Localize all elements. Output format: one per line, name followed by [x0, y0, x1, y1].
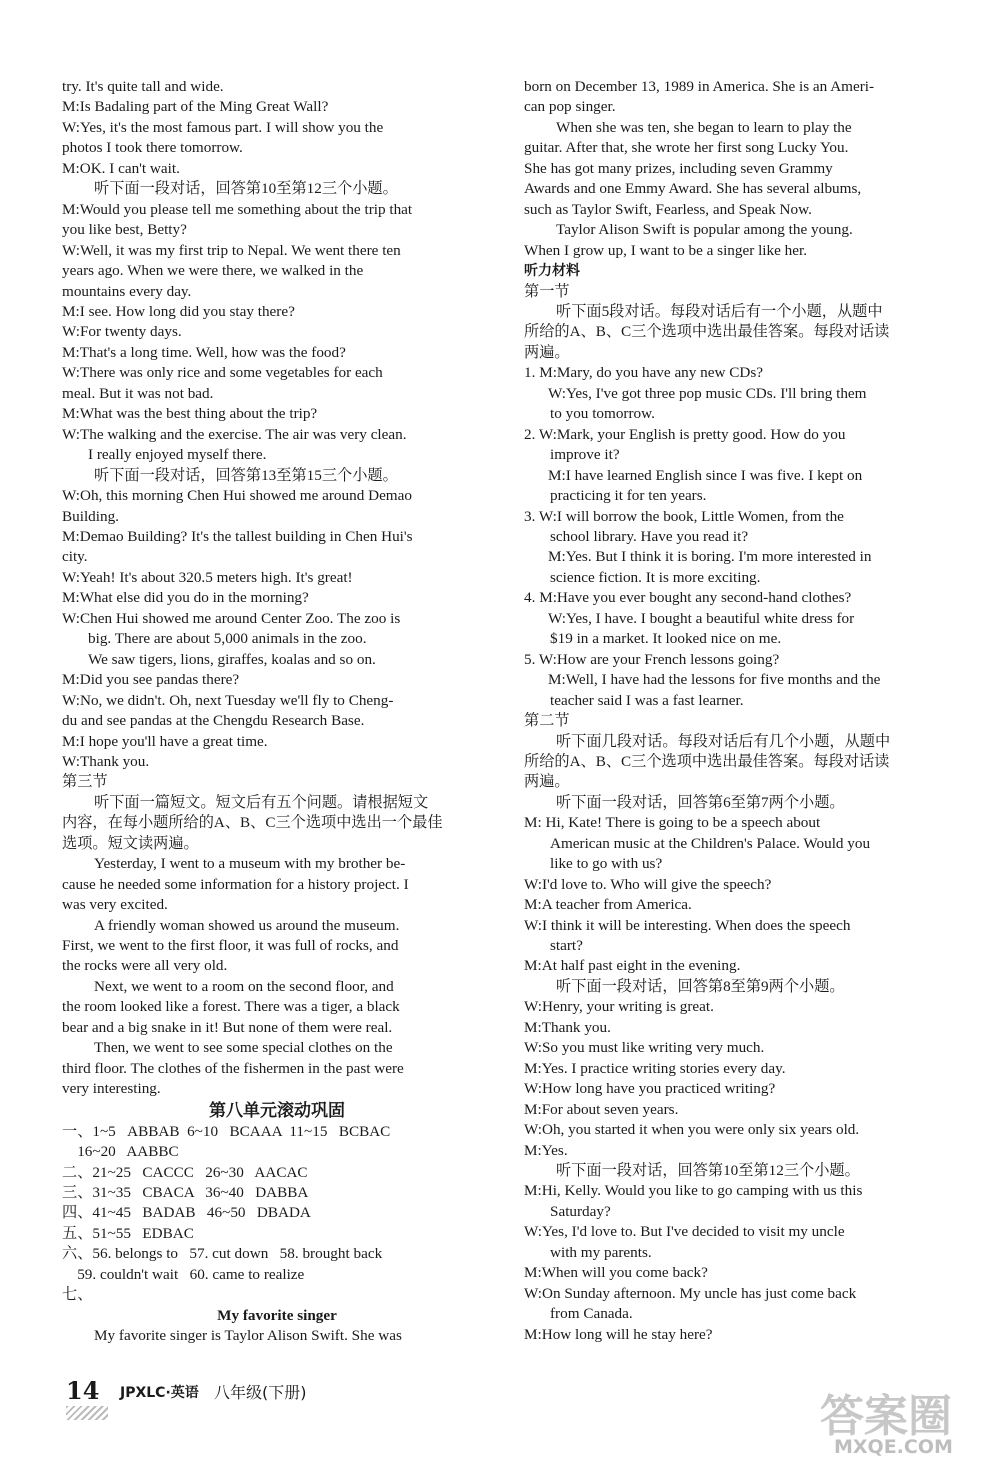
text-line: 听下面5段对话。每段对话后有一个小题，从题中 — [556, 302, 883, 320]
text-line: 听下面一篇短文。短文后有五个问题。请根据短文 — [94, 793, 429, 811]
text-line: city. — [62, 548, 88, 566]
text-line: M:Is Badaling part of the Ming Great Wall? — [62, 98, 329, 116]
text-line: 五、51~55 EDBAC — [62, 1224, 194, 1242]
text-line: I really enjoyed myself there. — [88, 446, 267, 464]
text-line: W:So you must like writing very much. — [524, 1039, 765, 1057]
text-line: you like best, Betty? — [62, 221, 187, 239]
text-line: W:Yes, I've got three pop music CDs. I'll bring them — [548, 384, 867, 402]
text-line: M:When will you come back? — [524, 1264, 708, 1282]
essay-first-line: My favorite singer is Taylor Alison Swift. She was — [94, 1327, 402, 1345]
watermark-text: 答案圈 — [820, 1391, 952, 1442]
text-line: M:Demao Building? It's the tallest building in Chen Hui's — [62, 527, 413, 545]
text-line: school library. Have you read it? — [550, 527, 749, 545]
answer-key — [62, 1122, 492, 1306]
text-line: Awards and one Emmy Award. She has several albums, — [524, 180, 862, 198]
text-line: M:For about seven years. — [524, 1100, 679, 1118]
essay-title: My favorite singer — [217, 1306, 337, 1324]
text-line: third floor. The clothes of the fishermen in the past were — [62, 1059, 404, 1077]
page-number: 14 — [66, 1376, 100, 1405]
text-line: M:Yes. — [524, 1141, 568, 1159]
text-line: 选项。短文读两遍。 — [62, 834, 199, 852]
text-line: teacher said I was a fast learner. — [550, 691, 744, 709]
text-line: W:How long have you practiced writing? — [524, 1080, 776, 1098]
text-line: W:Oh, this morning Chen Hui showed me around Demao — [62, 487, 412, 505]
text-line: 所给的A、B、C三个选项中选出最佳答案。每段对话读 — [524, 323, 890, 341]
text-line: 所给的A、B、C三个选项中选出最佳答案。每段对话读 — [524, 752, 890, 770]
text-line: 三、31~35 CBACA 36~40 DABBA — [62, 1184, 309, 1202]
text-line: 4. M:Have you ever bought any second-hand clothes? — [524, 589, 852, 607]
text-line: When I grow up, I want to be a singer like her. — [524, 241, 807, 259]
text-line: 第一节 — [524, 282, 570, 300]
text-line: M:At half past eight in the evening. — [524, 957, 741, 975]
text-line: born on December 13, 1989 in America. She is an Ameri- — [524, 78, 875, 95]
text-line: such as Taylor Swift, Fearless, and Speak Now. — [524, 200, 812, 218]
text-line: 听下面一段对话，回答第10至第12三个小题。 — [94, 180, 398, 198]
right-column — [524, 77, 952, 1345]
text-line: photos I took there tomorrow. — [62, 139, 243, 157]
text-line: We saw tigers, lions, giraffes, koalas and so on. — [88, 650, 376, 668]
text-line: M: Hi, Kate! There is going to be a speech about — [524, 814, 821, 832]
text-line: to you tomorrow. — [550, 405, 655, 423]
text-line: W:No, we didn't. Oh, next Tuesday we'll fly to Cheng- — [62, 691, 394, 709]
text-line: M:What was the best thing about the trip? — [62, 405, 318, 423]
text-line: M:Yes. I practice writing stories every day. — [524, 1059, 786, 1077]
text-line: W:Oh, you started it when you were only six years old. — [524, 1121, 860, 1139]
text-line: practicing it for ten years. — [550, 487, 707, 505]
text-line: Yesterday, I went to a museum with my brother be- — [94, 855, 406, 873]
essay-continued — [524, 77, 952, 261]
text-line: mountains every day. — [62, 282, 192, 300]
text-line: 59. couldn't wait 60. came to realize — [62, 1265, 305, 1283]
watermark-url: MXQE.COM — [834, 1436, 953, 1458]
text-line: can pop singer. — [524, 98, 616, 116]
text-line: W:Thank you. — [62, 752, 150, 770]
text-line: Saturday? — [550, 1202, 611, 1220]
text-line: the room looked like a forest. There was a tiger, a black — [62, 998, 400, 1016]
text-line: the rocks were all very old. — [62, 957, 228, 975]
text-line: $19 in a market. It looked nice on me. — [550, 630, 782, 648]
text-line: M:Did you see pandas there? — [62, 671, 240, 689]
text-line: bear and a big snake in it! But none of them were real. — [62, 1018, 393, 1036]
text-line: 16~20 AABBC — [62, 1143, 179, 1161]
text-line: W:There was only rice and some vegetables for each — [62, 364, 383, 382]
text-line: M:A teacher from America. — [524, 896, 692, 914]
text-line: A friendly woman showed us around the museum. — [94, 916, 400, 934]
text-line: 二、21~25 CACCC 26~30 AACAC — [62, 1163, 308, 1181]
book-code: JPXLC·英语 — [120, 1385, 199, 1401]
text-line: 5. W:How are your French lessons going? — [524, 650, 780, 668]
text-line: 听下面一段对话，回答第10至第12三个小题。 — [556, 1162, 860, 1180]
text-line: improve it? — [550, 446, 620, 464]
text-line: W:Chen Hui showed me around Center Zoo. The zoo is — [62, 609, 401, 627]
text-line: cause he needed some information for a history project. I — [62, 875, 409, 893]
text-line: W:I think it will be interesting. When does the speech — [524, 916, 851, 934]
text-line: Next, we went to a room on the second floor, and — [94, 977, 394, 995]
text-line: 听下面一段对话，回答第8至第9两个小题。 — [556, 977, 845, 995]
text-line: years ago. When we were there, we walked in the — [62, 262, 364, 280]
page-number-decoration — [66, 1406, 108, 1420]
text-line: W:For twenty days. — [62, 323, 182, 341]
text-line: 3. W:I will borrow the book, Little Women, from the — [524, 507, 844, 525]
text-line: M:OK. I can't wait. — [62, 159, 180, 177]
text-line: 听下面一段对话，回答第6至第7两个小题。 — [556, 793, 845, 811]
left-column — [62, 77, 492, 1347]
unit-review-heading: 第八单元滚动巩固 — [209, 1100, 345, 1121]
text-line: W:Yes, I have. I bought a beautiful white dress for — [548, 609, 855, 627]
text-line: 第三节 — [62, 773, 108, 791]
text-line: W:I'd love to. Who will give the speech? — [524, 875, 772, 893]
text-line: 第二节 — [524, 712, 570, 730]
text-line: M:I have learned English since I was five. I kept on — [548, 466, 863, 484]
text-line: American music at the Children's Palace. Would you — [550, 834, 871, 852]
page-footer — [66, 1376, 386, 1412]
text-line: from Canada. — [550, 1305, 633, 1323]
text-line: W:Yeah! It's about 320.5 meters high. It's great! — [62, 568, 353, 586]
text-line: try. It's quite tall and wide. — [62, 78, 224, 95]
listening-transcript — [524, 282, 952, 1346]
text-line: W:Henry, your writing is great. — [524, 998, 714, 1016]
text-line: She has got many prizes, including seven Grammy — [524, 159, 833, 177]
text-line: When she was ten, she began to learn to play the — [556, 118, 852, 136]
text-line: W:Yes, I'd love to. But I've decided to visit my uncle — [524, 1223, 845, 1241]
text-line: 2. W:Mark, your English is pretty good. How do you — [524, 425, 846, 443]
text-line: M:Well, I have had the lessons for five months and the — [548, 671, 881, 689]
text-line: M:I see. How long did you stay there? — [62, 302, 295, 320]
text-line: First, we went to the first floor, it was full of rocks, and — [62, 937, 399, 955]
text-line: with my parents. — [550, 1243, 652, 1261]
text-line: 六、56. belongs to 57. cut down 58. brought back — [62, 1245, 383, 1263]
text-line: W:The walking and the exercise. The air was very clean. — [62, 425, 407, 443]
text-line: like to go with us? — [550, 855, 663, 873]
text-line: 一、1~5 ABBAB 6~10 BCAAA 11~15 BCBAC — [62, 1122, 391, 1140]
text-line: Building. — [62, 507, 119, 525]
text-line: W:On Sunday afternoon. My uncle has just come back — [524, 1284, 857, 1302]
text-line: M:That's a long time. Well, how was the food? — [62, 343, 346, 361]
listening-material-title: 听力材料 — [524, 263, 580, 280]
text-line: M:Would you please tell me something about the trip that — [62, 200, 413, 218]
text-line: M:Yes. But I think it is boring. I'm more interested in — [548, 548, 872, 566]
text-line: guitar. After that, she wrote her first song Lucky You. — [524, 139, 849, 157]
text-line: meal. But it was not bad. — [62, 384, 214, 402]
text-line: du and see pandas at the Chengdu Research Base. — [62, 712, 365, 730]
grade-label: 八年级(下册) — [214, 1383, 307, 1402]
text-line: 听下面几段对话。每段对话后有几个小题，从题中 — [556, 732, 891, 750]
text-line: W:Well, it was my first trip to Nepal. We went there ten — [62, 241, 401, 259]
text-line: M:What else did you do in the morning? — [62, 589, 309, 607]
text-line: 听下面一段对话，回答第13至第15三个小题。 — [94, 466, 398, 484]
text-line: very interesting. — [62, 1080, 161, 1098]
text-line: Taylor Alison Swift is popular among the young. — [556, 221, 853, 239]
text-line: 四、41~45 BADAB 46~50 DBADA — [62, 1204, 311, 1222]
watermark-logo — [820, 1380, 985, 1462]
text-line: Then, we went to see some special clothes on the — [94, 1039, 393, 1057]
text-line: 七、 — [62, 1286, 93, 1304]
text-line: M:Hi, Kelly. Would you like to go camping with us this — [524, 1182, 863, 1200]
left-text-block — [62, 77, 492, 1100]
text-line: was very excited. — [62, 896, 168, 914]
text-line: 两遍。 — [524, 773, 570, 791]
text-line: 两遍。 — [524, 343, 570, 361]
text-line: science fiction. It is more exciting. — [550, 568, 761, 586]
text-line: M:I hope you'll have a great time. — [62, 732, 268, 750]
text-line: big. There are about 5,000 animals in the zoo. — [88, 630, 367, 648]
text-line: W:Yes, it's the most famous part. I will show you the — [62, 118, 384, 136]
text-line: 内容，在每小题所给的A、B、C三个选项中选出一个最佳 — [62, 814, 443, 832]
text-line: M:How long will he stay here? — [524, 1325, 713, 1343]
text-line: start? — [550, 937, 583, 955]
text-line: M:Thank you. — [524, 1018, 611, 1036]
text-line: 1. M:Mary, do you have any new CDs? — [524, 364, 764, 382]
